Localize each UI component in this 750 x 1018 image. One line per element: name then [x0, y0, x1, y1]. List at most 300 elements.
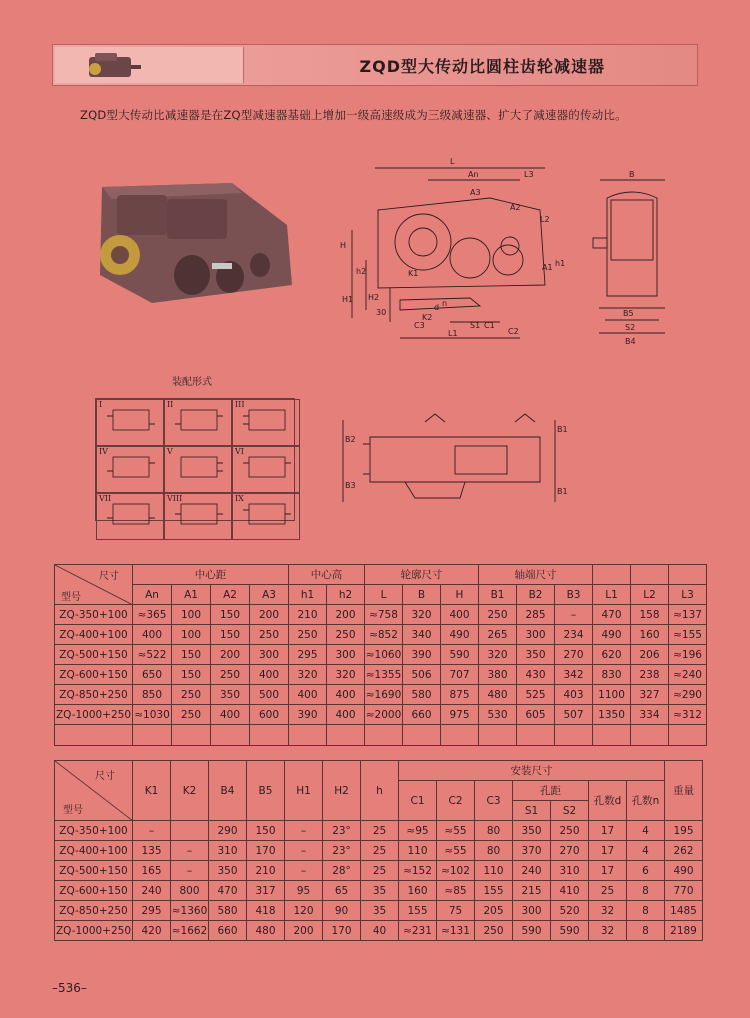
table2-cell: 295 — [133, 901, 171, 921]
table1-cell: 340 — [403, 625, 441, 645]
table1-row — [55, 665, 707, 685]
table1-cell: 250 — [289, 625, 327, 645]
table2-cell: 160 — [399, 881, 437, 901]
table2-cell: 660 — [209, 921, 247, 941]
table1-cell: ≈155 — [669, 625, 707, 645]
dim-B4: B4 — [625, 337, 636, 346]
table1-cell: 350 — [517, 645, 555, 665]
table2-cell: 32 — [589, 921, 627, 941]
dim-H: H — [340, 241, 347, 250]
table2-cell: 80 — [475, 821, 513, 841]
table2-row — [55, 821, 703, 841]
table2-cell: 262 — [665, 841, 703, 861]
table2-cell: 110 — [475, 861, 513, 881]
table2-cell: 480 — [247, 921, 285, 941]
model-cell: ZQ-400+100 — [55, 625, 133, 645]
table2-cell: 1485 — [665, 901, 703, 921]
table2-cell: 150 — [247, 821, 285, 841]
table1-cell: ≈137 — [669, 605, 707, 625]
table1-group-header: 轴端尺寸 — [479, 565, 593, 585]
table2-install-group: 安装尺寸 — [399, 761, 665, 781]
model-cell: ZQ-850+250 — [55, 901, 133, 921]
header-reducer-icon — [55, 47, 243, 83]
table2-install-col: C2 — [437, 781, 475, 821]
assembly-form-cell — [164, 399, 232, 446]
table1-col-header: B1 — [479, 585, 517, 605]
table1-cell: 400 — [327, 685, 365, 705]
table1-col-header: L1 — [593, 585, 631, 605]
table2-cell: 170 — [247, 841, 285, 861]
model-cell: ZQ-1000+250 — [55, 705, 133, 725]
table2-cell: 200 — [285, 921, 323, 941]
table2-corner — [55, 761, 133, 821]
dim-H2: H2 — [368, 293, 380, 302]
table1-cell: 250 — [479, 605, 517, 625]
assembly-form-label: I — [99, 400, 103, 409]
table1-col-header: A3 — [250, 585, 289, 605]
table2-cell: 470 — [209, 881, 247, 901]
table1-cell: 320 — [479, 645, 517, 665]
table1-row — [55, 605, 707, 625]
table1-col-header: B3 — [555, 585, 593, 605]
assembly-form-label: VII — [99, 494, 112, 503]
assembly-form-sketch — [165, 400, 231, 441]
table2-cell: 95 — [285, 881, 323, 901]
table1-group-header: 中心距 — [133, 565, 289, 585]
table1-cell: 400 — [133, 625, 172, 645]
table2-row — [55, 861, 703, 881]
table1-cell: ≈312 — [669, 705, 707, 725]
dim-d: d — [434, 303, 440, 312]
table1-corner — [55, 565, 133, 605]
model-cell: ZQ-500+150 — [55, 861, 133, 881]
table2-corner-top: 尺寸 — [95, 771, 115, 782]
table2-cell: 490 — [665, 861, 703, 881]
header-thumbnail — [55, 47, 244, 83]
table1-col-header: B2 — [517, 585, 555, 605]
table2-cell: 8 — [627, 881, 665, 901]
dim-h2: h2 — [356, 267, 367, 276]
table2-cell: 210 — [247, 861, 285, 881]
table1-cell: 600 — [250, 705, 289, 725]
table1-cell: ≈290 — [669, 685, 707, 705]
table1-cell: 295 — [289, 645, 327, 665]
table1-cell: ≈1060 — [365, 645, 403, 665]
table1-row — [55, 645, 707, 665]
dim-B1-bottom: B1 — [557, 487, 568, 496]
table2-install-col: C1 — [399, 781, 437, 821]
table2-cell: 195 — [665, 821, 703, 841]
table1-cell: 500 — [250, 685, 289, 705]
table2-cell: 8 — [627, 921, 665, 941]
table1-cell: 300 — [327, 645, 365, 665]
table2-cell: 2189 — [665, 921, 703, 941]
table1-cell: 580 — [403, 685, 441, 705]
table1-col-header: h2 — [327, 585, 365, 605]
table1-cell: 200 — [211, 645, 250, 665]
table2-cell: 250 — [551, 821, 589, 841]
page-header — [52, 44, 698, 86]
table1-cell: ≈196 — [669, 645, 707, 665]
dim-B5: B5 — [623, 309, 634, 318]
table2-col-header: K1 — [133, 761, 171, 821]
table1-cell: 620 — [593, 645, 631, 665]
table2-cell: ≈1360 — [171, 901, 209, 921]
side-elevation-drawing — [585, 168, 675, 353]
table2-hole-d-header: 孔数d — [589, 781, 627, 821]
assembly-form-sketch — [97, 400, 163, 441]
dim-B1-top: B1 — [557, 425, 568, 434]
table1-cell: 150 — [172, 665, 211, 685]
dim-K2: K2 — [422, 313, 433, 322]
table2-cell: 310 — [209, 841, 247, 861]
assembly-forms-grid — [95, 398, 295, 521]
table2-cell: ≈95 — [399, 821, 437, 841]
table2-cell: – — [285, 861, 323, 881]
table2-row — [55, 901, 703, 921]
table1-cell: 270 — [555, 645, 593, 665]
table2-cell: ≈152 — [399, 861, 437, 881]
table1-cell: 300 — [250, 645, 289, 665]
table1-cell: 975 — [441, 705, 479, 725]
assembly-form-cell — [232, 399, 300, 446]
table2-col-header: H1 — [285, 761, 323, 821]
table1-cell: 590 — [441, 645, 479, 665]
assembly-title: 装配形式 — [172, 377, 212, 388]
table2-cell: 4 — [627, 821, 665, 841]
table1-cell: 850 — [133, 685, 172, 705]
dimension-table-2 — [54, 760, 703, 941]
table1-cell: ≈1030 — [133, 705, 172, 725]
table1-col-header: L2 — [631, 585, 669, 605]
table2-cell: 80 — [475, 841, 513, 861]
assembly-form-cell — [232, 493, 300, 540]
page-title: ZQD型大传动比圆柱齿轮减速器 — [359, 57, 605, 76]
table2-row — [55, 921, 703, 941]
table2-cell: 165 — [133, 861, 171, 881]
dim-L1: L1 — [448, 329, 458, 338]
table2-cell: ≈55 — [437, 841, 475, 861]
dim-30: 30 — [376, 308, 387, 317]
dim-h1: h1 — [555, 259, 566, 268]
table1-group-header-empty — [669, 565, 707, 585]
dim-C1: C1 — [484, 321, 495, 330]
table2-cell: 350 — [209, 861, 247, 881]
table2-cell — [171, 821, 209, 841]
table2-cell: 135 — [133, 841, 171, 861]
table1-cell: 430 — [517, 665, 555, 685]
table2-hole-n-header: 孔数n — [627, 781, 665, 821]
table2-cell: 35 — [361, 881, 399, 901]
table2-cell: 290 — [209, 821, 247, 841]
table1-cell: 1100 — [593, 685, 631, 705]
table2-cell: 410 — [551, 881, 589, 901]
model-cell: ZQ-850+250 — [55, 685, 133, 705]
table2-cell: 65 — [323, 881, 361, 901]
table1-cell: 285 — [517, 605, 555, 625]
table1-cell: 530 — [479, 705, 517, 725]
model-cell: ZQ-1000+250 — [55, 921, 133, 941]
table1-cell: ≈852 — [365, 625, 403, 645]
table1-cell: 400 — [250, 665, 289, 685]
model-cell: ZQ-600+150 — [55, 665, 133, 685]
table1-group-header: 轮廓尺寸 — [365, 565, 479, 585]
table2-cell: 770 — [665, 881, 703, 901]
table1-row — [55, 705, 707, 725]
table2-cell: 75 — [437, 901, 475, 921]
table2-cell: 25 — [361, 821, 399, 841]
page-number: –536– — [52, 981, 87, 995]
table1-group-header-empty — [593, 565, 631, 585]
table1-cell: 150 — [211, 605, 250, 625]
table1-cell: ≈1690 — [365, 685, 403, 705]
assembly-form-cell — [232, 446, 300, 493]
table2-cell: 155 — [475, 881, 513, 901]
table2-cell: 6 — [627, 861, 665, 881]
table1-cell: 250 — [172, 685, 211, 705]
table2-cell: 25 — [361, 861, 399, 881]
table2-cell: 370 — [513, 841, 551, 861]
table1-col-header: h1 — [289, 585, 327, 605]
table2-cell: – — [285, 821, 323, 841]
dim-S2: S2 — [625, 323, 636, 332]
table2-cell: 17 — [589, 861, 627, 881]
intro-paragraph: ZQD型大传动比减速器是在ZQ型减速器基础上增加一级高速级成为三级减速器、扩大了减速器的传动比。 — [80, 108, 627, 122]
dim-A3: A3 — [470, 188, 481, 197]
assembly-form-label: III — [235, 400, 245, 409]
table2-row — [55, 841, 703, 861]
table2-corner-bottom: 型号 — [63, 805, 83, 816]
table2-cell: 25 — [589, 881, 627, 901]
table1-cell: 160 — [631, 625, 669, 645]
table2-cell: 580 — [209, 901, 247, 921]
table1-cell: 150 — [211, 625, 250, 645]
table2-cell: ≈55 — [437, 821, 475, 841]
table2-cell: – — [171, 861, 209, 881]
table2-cell: ≈131 — [437, 921, 475, 941]
assembly-form-label: IX — [235, 494, 244, 503]
table1-cell: 507 — [555, 705, 593, 725]
dim-B2: B2 — [345, 435, 356, 444]
table1-cell: 390 — [403, 645, 441, 665]
table2-cell: 155 — [399, 901, 437, 921]
table1-cell: ≈758 — [365, 605, 403, 625]
table2-row — [55, 881, 703, 901]
dim-L3: L3 — [524, 170, 534, 179]
table2-cell: 23° — [323, 821, 361, 841]
table2-cell: 23° — [323, 841, 361, 861]
table1-col-header: H — [441, 585, 479, 605]
table1-cell: 300 — [517, 625, 555, 645]
assembly-form-label: V — [167, 447, 173, 456]
assembly-form-cell — [164, 493, 232, 540]
table1-cell: 660 — [403, 705, 441, 725]
table1-col-header: L — [365, 585, 403, 605]
dim-C2: C2 — [508, 327, 519, 336]
top-view-drawing — [335, 402, 570, 520]
assembly-form-cell — [96, 493, 164, 540]
table2-cell: – — [133, 821, 171, 841]
dimension-table-1 — [54, 564, 707, 746]
dim-B: B — [629, 170, 635, 179]
table1-cell: 400 — [211, 705, 250, 725]
table1-cell: 400 — [441, 605, 479, 625]
table2-cell: 17 — [589, 821, 627, 841]
table1-cell: 200 — [250, 605, 289, 625]
table1-cell: ≈1355 — [365, 665, 403, 685]
table2-weight-header: 重量 — [665, 761, 703, 821]
dim-n: n — [442, 299, 448, 308]
table1-cell: 480 — [479, 685, 517, 705]
table2-cell: 170 — [323, 921, 361, 941]
dim-K1: K1 — [408, 269, 419, 278]
table1-cell: ≈2000 — [365, 705, 403, 725]
table1-cell: 490 — [441, 625, 479, 645]
table2-cell: 800 — [171, 881, 209, 901]
dim-An: An — [468, 170, 479, 179]
table1-col-header: B — [403, 585, 441, 605]
dim-L: L — [450, 157, 455, 166]
table2-cell: 215 — [513, 881, 551, 901]
table1-cell: 400 — [327, 705, 365, 725]
dim-H1: H1 — [342, 295, 354, 304]
table1-cell: 320 — [289, 665, 327, 685]
table1-cell: 400 — [289, 685, 327, 705]
table1-cell: 342 — [555, 665, 593, 685]
table2-cell: 120 — [285, 901, 323, 921]
table2-cell: 25 — [361, 841, 399, 861]
table1-empty-row — [55, 725, 707, 746]
table1-cell: ≈240 — [669, 665, 707, 685]
table2-cell: ≈85 — [437, 881, 475, 901]
table1-cell: 506 — [403, 665, 441, 685]
model-cell: ZQ-500+150 — [55, 645, 133, 665]
table2-cell: 420 — [133, 921, 171, 941]
table1-corner-top: 尺寸 — [99, 571, 119, 582]
table1-cell: 210 — [289, 605, 327, 625]
table1-cell: 327 — [631, 685, 669, 705]
table1-cell: ≈365 — [133, 605, 172, 625]
table2-cell: 520 — [551, 901, 589, 921]
table1-cell: 350 — [211, 685, 250, 705]
table2-cell: 300 — [513, 901, 551, 921]
model-cell: ZQ-350+100 — [55, 605, 133, 625]
table2-hole-group: 孔距 — [513, 781, 589, 801]
dim-B3: B3 — [345, 481, 356, 490]
assembly-form-cell — [96, 399, 164, 446]
table1-group-header-empty — [631, 565, 669, 585]
table1-cell: 403 — [555, 685, 593, 705]
table1-cell: 525 — [517, 685, 555, 705]
table2-cell: 350 — [513, 821, 551, 841]
dim-S1: S1 — [470, 321, 481, 330]
table1-cell: 470 — [593, 605, 631, 625]
table2-col-header: H2 — [323, 761, 361, 821]
assembly-form-label: IV — [99, 447, 108, 456]
table2-cell: 270 — [551, 841, 589, 861]
table2-hole-col: S2 — [551, 801, 589, 821]
table1-row — [55, 625, 707, 645]
table2-cell: 590 — [551, 921, 589, 941]
table2-cell: 40 — [361, 921, 399, 941]
table2-cell: ≈102 — [437, 861, 475, 881]
table1-cell: 605 — [517, 705, 555, 725]
assembly-form-cell — [96, 446, 164, 493]
table1-cell: 650 — [133, 665, 172, 685]
table2-cell: 310 — [551, 861, 589, 881]
table1-cell: – — [555, 605, 593, 625]
table1-cell: 250 — [250, 625, 289, 645]
dim-A2: A2 — [510, 203, 521, 212]
table1-cell: 200 — [327, 605, 365, 625]
table2-cell: 590 — [513, 921, 551, 941]
table1-cell: 206 — [631, 645, 669, 665]
table1-cell: 234 — [555, 625, 593, 645]
table2-cell: 250 — [475, 921, 513, 941]
model-cell: ZQ-600+150 — [55, 881, 133, 901]
assembly-form-cell — [164, 446, 232, 493]
table2-col-header: B4 — [209, 761, 247, 821]
table1-col-header: An — [133, 585, 172, 605]
model-cell: ZQ-350+100 — [55, 821, 133, 841]
reducer-photo — [82, 165, 297, 310]
table2-cell: 90 — [323, 901, 361, 921]
model-cell: ZQ-400+100 — [55, 841, 133, 861]
table1-cell: 250 — [327, 625, 365, 645]
table2-cell: ≈1662 — [171, 921, 209, 941]
dim-C3: C3 — [414, 321, 425, 330]
dim-A1: A1 — [542, 263, 553, 272]
table1-group-header: 中心高 — [289, 565, 365, 585]
assembly-form-sketch — [165, 447, 231, 488]
table1-cell: ≈522 — [133, 645, 172, 665]
table2-cell: 8 — [627, 901, 665, 921]
table1-cell: 250 — [172, 705, 211, 725]
table2-col-header: B5 — [247, 761, 285, 821]
front-elevation-drawing — [330, 150, 570, 355]
table2-cell: 240 — [513, 861, 551, 881]
table1-cell: 100 — [172, 625, 211, 645]
table2-cell: ≈231 — [399, 921, 437, 941]
table2-install-col: C3 — [475, 781, 513, 821]
table1-cell: 875 — [441, 685, 479, 705]
table2-cell: – — [285, 841, 323, 861]
table2-cell: 4 — [627, 841, 665, 861]
table2-col-header: K2 — [171, 761, 209, 821]
table2-cell: 240 — [133, 881, 171, 901]
table1-cell: 150 — [172, 645, 211, 665]
table1-cell: 265 — [479, 625, 517, 645]
table1-cell: 1350 — [593, 705, 631, 725]
table2-cell: 418 — [247, 901, 285, 921]
table1-col-header: A1 — [172, 585, 211, 605]
assembly-form-label: VI — [235, 447, 244, 456]
table2-cell: – — [171, 841, 209, 861]
table1-row — [55, 685, 707, 705]
dim-L2: L2 — [540, 215, 550, 224]
table2-cell: 28° — [323, 861, 361, 881]
table1-cell: 830 — [593, 665, 631, 685]
table1-cell: 334 — [631, 705, 669, 725]
table1-cell: 490 — [593, 625, 631, 645]
table1-cell: 707 — [441, 665, 479, 685]
table1-cell: 250 — [211, 665, 250, 685]
table2-cell: 32 — [589, 901, 627, 921]
table1-corner-bottom: 型号 — [61, 592, 81, 603]
table1-cell: 320 — [327, 665, 365, 685]
table2-cell: 110 — [399, 841, 437, 861]
table2-hole-col: S1 — [513, 801, 551, 821]
